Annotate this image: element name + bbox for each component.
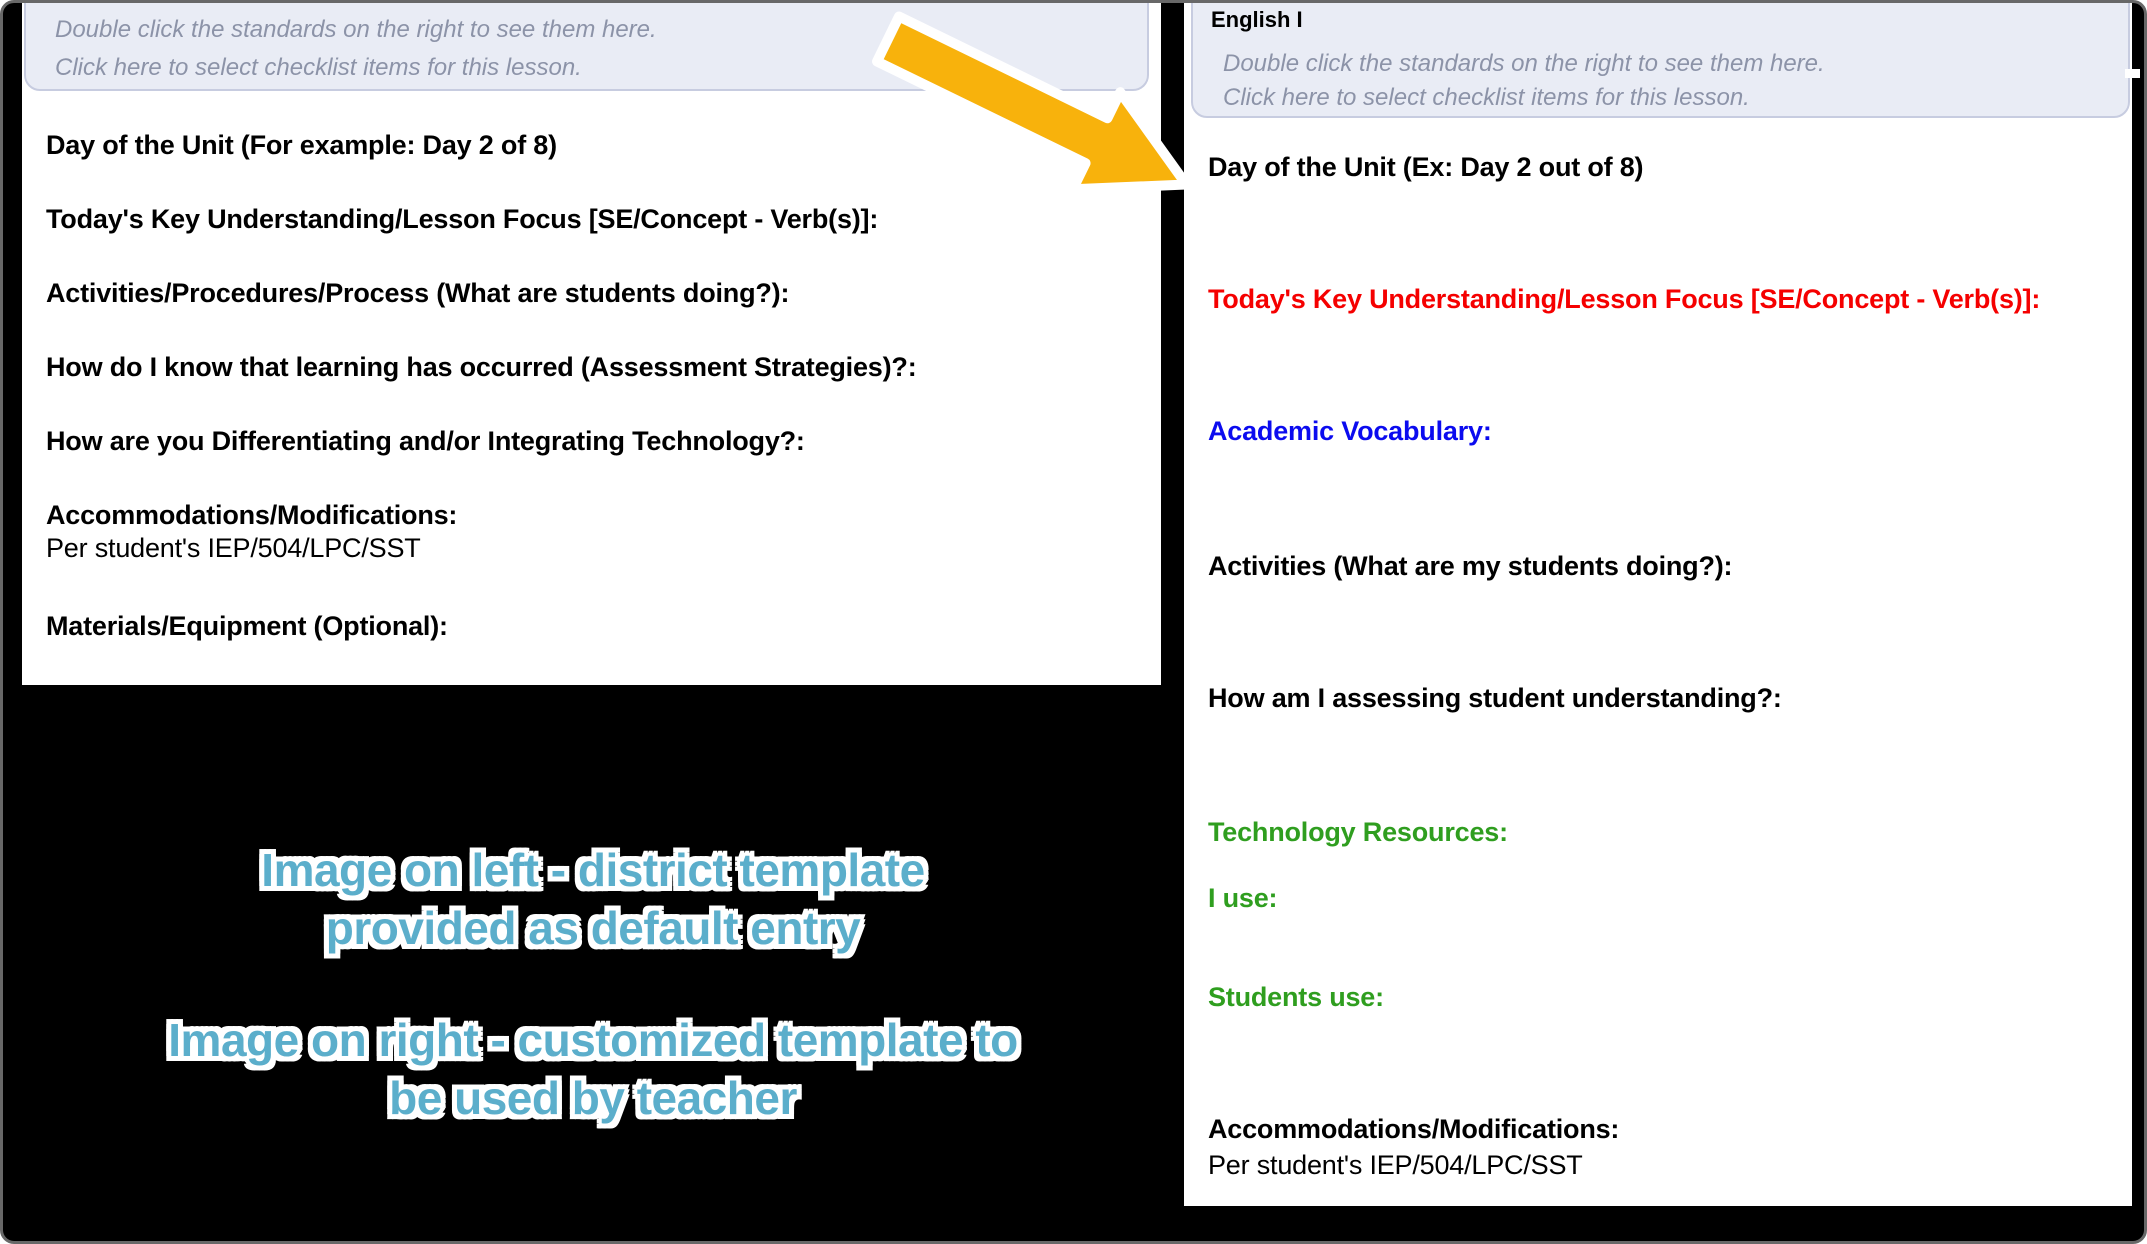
field-label-differentiation: How are you Differentiating and/or Integrating Technology?: xyxy=(46,426,805,456)
caption-overlay xyxy=(23,841,1163,1127)
hint-line-checklist[interactable]: Click here to select checklist items for this lesson. xyxy=(1223,84,1750,111)
field-label-accommodations: Accommodations/Modifications: xyxy=(46,500,458,530)
field-label-key-understanding: Today's Key Understanding/Lesson Focus [SE/Concept - Verb(s)]: xyxy=(46,204,879,234)
caption-right-image xyxy=(23,1011,1163,1127)
field-label-activities: Activities (What are my students doing?): xyxy=(1208,551,1733,581)
field-value-accommodations: Per student's IEP/504/LPC/SST xyxy=(46,533,421,563)
field-label-day-of-unit: Day of the Unit (Ex: Day 2 out of 8) xyxy=(1208,152,1644,182)
caption-line: Image on left - district template xyxy=(261,844,925,896)
field-label-technology-resources: Technology Resources: xyxy=(1208,817,1508,847)
hint-line-standards: Double click the standards on the right to see them here. xyxy=(55,16,657,43)
course-label: English I xyxy=(1211,7,1303,32)
custom-template-panel[interactable] xyxy=(1184,3,2132,1206)
field-label-assessment: How am I assessing student understanding?: xyxy=(1208,683,1782,713)
field-label-accommodations: Accommodations/Modifications: xyxy=(1208,1114,1620,1144)
field-label-students-use: Students use: xyxy=(1208,982,1384,1012)
field-label-assessment: How do I know that learning has occurred (Assessment Strategies)?: xyxy=(46,352,917,382)
standards-hint-box-right[interactable] xyxy=(1191,0,2130,118)
field-label-i-use: I use: xyxy=(1208,883,1278,913)
hint-line-standards: Double click the standards on the right to see them here. xyxy=(1223,50,1825,77)
field-label-key-understanding: Today's Key Understanding/Lesson Focus [SE/Concept - Verb(s)]: xyxy=(1208,284,2041,314)
caption-line: be used by teacher xyxy=(389,1072,797,1124)
scrollbar-thumb[interactable] xyxy=(2125,69,2140,78)
field-value-accommodations: Per student's IEP/504/LPC/SST xyxy=(1208,1150,1583,1180)
field-label-materials: Materials/Equipment (Optional): xyxy=(46,611,448,641)
hint-line-checklist[interactable]: Click here to select checklist items for this lesson. xyxy=(55,54,582,81)
caption-line: provided as default entry xyxy=(325,902,861,954)
field-label-activities: Activities/Procedures/Process (What are students doing?): xyxy=(46,278,790,308)
yellow-pointer-arrow-icon xyxy=(858,5,1238,235)
field-label-day-of-unit: Day of the Unit (For example: Day 2 of 8) xyxy=(46,130,557,160)
caption-left-image xyxy=(23,841,1163,957)
field-label-academic-vocabulary: Academic Vocabulary: xyxy=(1208,416,1492,446)
caption-line: Image on right - customized template to xyxy=(168,1014,1018,1066)
